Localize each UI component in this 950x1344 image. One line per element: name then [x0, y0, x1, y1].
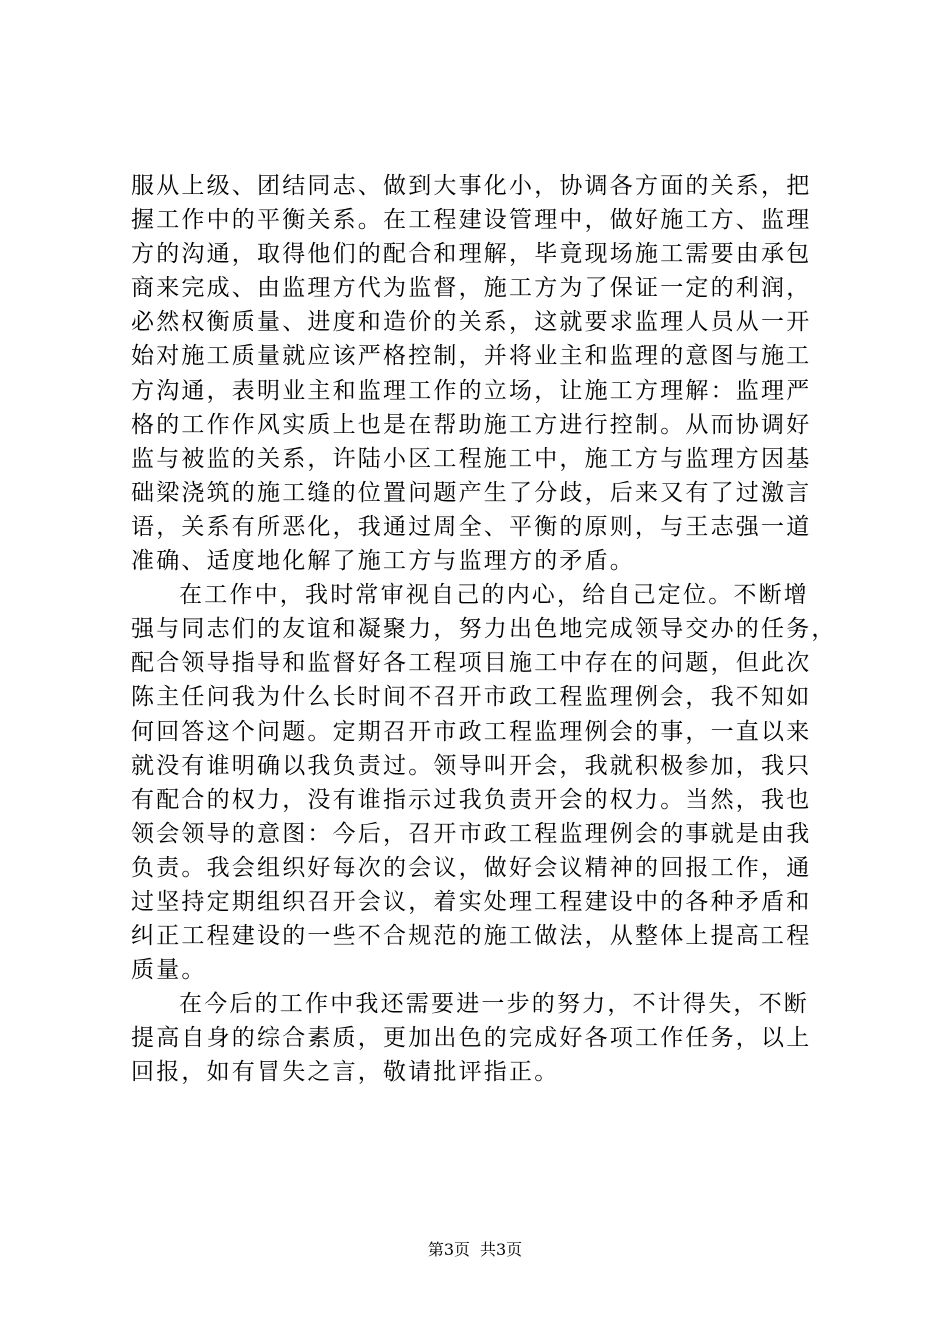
- text-line: 就没有谁明确以我负责过。领导叫开会，我就积极参加，我只: [131, 752, 812, 779]
- page-footer: [0, 1240, 950, 1260]
- text-line: 纠正工程建设的一些不合规范的施工做法，从整体上提高工程: [131, 923, 812, 950]
- text-line: 必然权衡质量、进度和造价的关系，这就要求监理人员从一开: [131, 309, 812, 336]
- text-line: 回报，如有冒失之言，敬请批评指正。: [131, 1059, 560, 1086]
- text-line: 强与同志们的友谊和凝聚力，努力出色地完成领导交办的任务，: [131, 616, 837, 643]
- text-line: 有配合的权力，没有谁指示过我负责开会的权力。当然，我也: [131, 786, 812, 813]
- text-line: 领会领导的意图：今后，召开市政工程监理例会的事就是由我: [131, 820, 812, 847]
- text-line: 过坚持定期组织召开会议，着实处理工程建设中的各种矛盾和: [131, 888, 812, 915]
- text-line: 在工作中，我时常审视自己的内心，给自己定位。不断增: [179, 582, 809, 609]
- page-total: 共3页: [480, 1240, 523, 1259]
- text-line: 在今后的工作中我还需要进一步的努力，不计得失，不断: [179, 991, 809, 1018]
- text-line: 方沟通，表明业主和监理工作的立场，让施工方理解：监理严: [131, 377, 812, 404]
- text-line: 配合领导指导和监督好各工程项目施工中存在的问题，但此次: [131, 650, 812, 677]
- text-line: 质量。: [131, 957, 207, 984]
- paragraph-3: [131, 987, 831, 1089]
- text-line: 提高自身的综合素质，更加出色的完成好各项工作任务，以上: [131, 1025, 812, 1052]
- text-line: 商来完成、由监理方代为监督，施工方为了保证一定的利润，: [131, 275, 812, 302]
- paragraph-1: [131, 169, 831, 578]
- text-line: 负责。我会组织好每次的会议，做好会议精神的回报工作，通: [131, 854, 812, 881]
- text-line: 服从上级、团结同志、做到大事化小，协调各方面的关系，把: [131, 173, 812, 199]
- text-line: 握工作中的平衡关系。在工程建设管理中，做好施工方、监理: [131, 207, 812, 234]
- document-body: [131, 169, 837, 1090]
- page-number: 第3页: [427, 1240, 470, 1259]
- text-line: 何回答这个问题。定期召开市政工程监理例会的事，一直以来: [131, 718, 812, 745]
- text-line: 方的沟通，取得他们的配合和理解，毕竟现场施工需要由承包: [131, 241, 812, 268]
- text-line: 础梁浇筑的施工缝的位置问题产生了分歧，后来又有了过激言: [131, 479, 812, 506]
- paragraph-2: [131, 578, 837, 987]
- text-line: 始对施工质量就应该严格控制，并将业主和监理的意图与施工: [131, 343, 812, 370]
- text-line: 格的工作作风实质上也是在帮助施工方进行控制。从而协调好: [131, 411, 812, 438]
- text-line: 监与被监的关系，许陆小区工程施工中，施工方与监理方因基: [131, 445, 812, 472]
- text-line: 语，关系有所恶化，我通过周全、平衡的原则，与王志强一道: [131, 513, 812, 540]
- text-line: 陈主任问我为什么长时间不召开市政工程监理例会，我不知如: [131, 684, 812, 711]
- text-line: 准确、适度地化解了施工方与监理方的矛盾。: [131, 548, 635, 575]
